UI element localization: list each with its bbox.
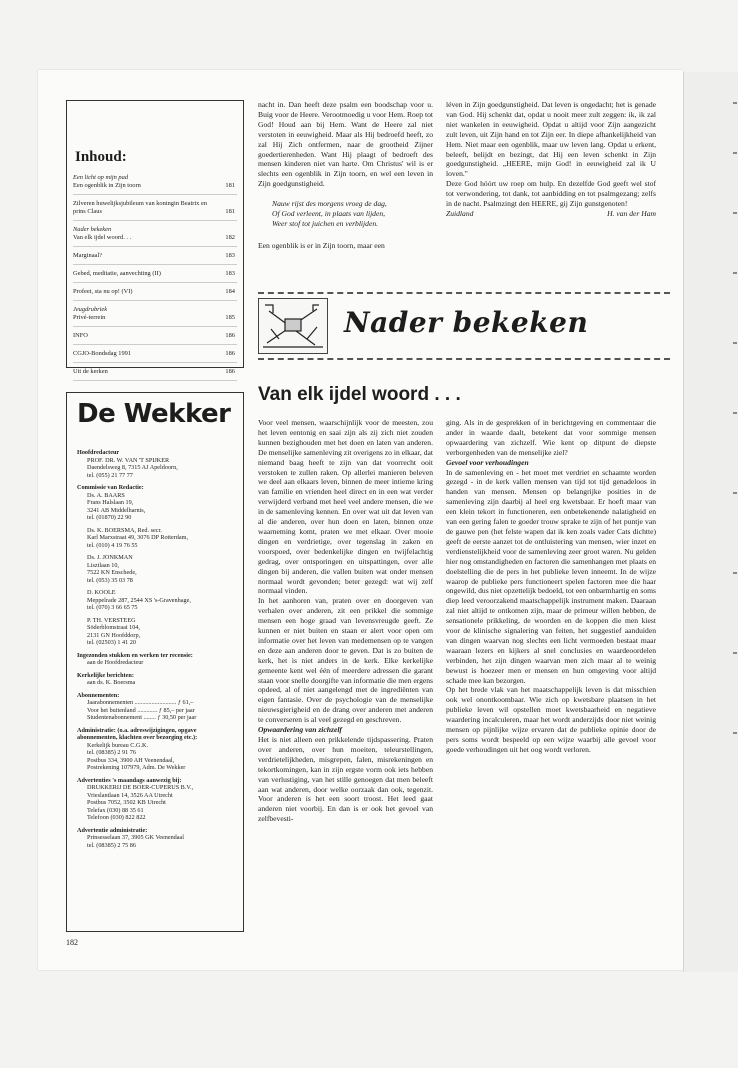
masthead-section xyxy=(77,672,233,687)
masthead-line: Jaarabonnementen ........................... ƒ 61,– xyxy=(87,699,194,706)
masthead-line: Frans Halslaan 19, xyxy=(87,499,134,506)
meditation-column-2 xyxy=(446,100,656,219)
masthead-section xyxy=(77,652,233,667)
masthead-line: tel. (070) 3 66 65 75 xyxy=(87,604,138,611)
masthead-line: P. TH. VERSTEEG xyxy=(87,616,136,624)
toc-page-number: 183 xyxy=(225,252,235,259)
toc-item-title: Profeet, sta nu op! (VI) xyxy=(73,288,133,295)
masthead-section xyxy=(77,692,233,722)
masthead-line: Lisztlaan 10, xyxy=(87,561,119,569)
signature-place: Zuidland xyxy=(446,208,474,218)
meditation-text: Deze God hóórt uw roep om hulp. En dezelfde God geeft wel stof tot verwondering, tot dank, tot aanbidding en tot psalmgezang; zelfs in de nacht. Psalmzingt den HEERE, gij Zijn gunstgenoten! xyxy=(446,179,656,209)
masthead-line: Daendelsweg 8, 7315 AJ Apeldoorn, xyxy=(87,464,178,471)
article-headline: Van elk ijdel woord . . . xyxy=(258,384,461,405)
toc-item-title: Uit de kerken xyxy=(73,368,108,375)
toc-item xyxy=(73,270,237,283)
toc-page-number: 186 xyxy=(225,368,235,375)
toc-page-number: 186 xyxy=(225,332,235,339)
signature xyxy=(446,209,656,219)
masthead-line: Karl Marxstraat 49, 3076 DP Rotterdam, xyxy=(87,534,188,541)
toc-kicker: Jeugdrubriek xyxy=(73,306,108,313)
toc-page-number: 185 xyxy=(225,314,235,321)
masthead-line: 3241 AB Middelharnis, xyxy=(87,506,146,514)
article-paragraph: Het is niet alleen een prikkelende tijdspassering. Praten over anderen, over hun moeiten, teleurstellingen, verdrietelijkheden, misgrepen, falen, misrekeningen en tekortkomingen, kan in zijn ergste vorm ook iets hebben van verlustiging, van het stille genoegen dat men beleeft aan wat anderen, door welke oorzaak dan ook, tegenzit. Voor anderen is het een soort troost. Het leed gaat anderen niet voorbij. En dan is er ook het gevoel van zelfbevesti- xyxy=(258,735,433,824)
masthead-line: tel. (08385) 2 91 76 xyxy=(87,749,136,756)
toc-item xyxy=(73,306,237,327)
toc-kicker: Nader bekeken xyxy=(73,226,112,233)
masthead-line: Studentenabonnement ........ ƒ 30,50 per jaar xyxy=(87,714,197,721)
masthead-section xyxy=(77,589,233,612)
toc-page-number: 186 xyxy=(225,350,235,357)
masthead-line: Telefax (030) 88 35 61 xyxy=(87,806,144,814)
masthead-label: Advertenties 's maandags aanwezig bij: xyxy=(77,776,182,784)
toc-page-number: 182 xyxy=(225,234,235,241)
section-banner-title: Nader bekeken xyxy=(344,306,589,339)
masthead-line: Postrekening 107979, Adm. De Wekker xyxy=(87,764,186,771)
meditation-column-1 xyxy=(258,100,433,251)
masthead-label: Administratie: (o.a. adreswijzigingen, opgave abonnementen, klachten over bezorging etc.): xyxy=(77,726,198,741)
masthead-label: Kerkelijke berichten: xyxy=(77,671,134,679)
masthead-section xyxy=(77,554,233,584)
toc-item-title: Een ogenblik in Zijn toorn xyxy=(73,182,141,189)
article-paragraph: Op het brede vlak van het maatschappelijk leven is dat misschien ook wel onontkoombaar. Wie zich op kwetsbare plaatsen in het publieke leven wil opstellen moet kwetsbaarheid en negatieve waardering incalculeren, maar het wordt anderzijds door niet weinig mensen op pijnlijke wijze ervaren dat de publieke opinie door de pers soms wordt bespeeld op een wijze waarbij alle gevoel voor goede verhoudingen uit het oog wordt verloren. xyxy=(446,685,656,754)
masthead-line: tel. (02503) 1 41 20 xyxy=(87,639,136,646)
toc-item-title: Marginaal? xyxy=(73,252,102,259)
article-subheading: Gevoel voor verhoudingen xyxy=(446,457,529,467)
masthead-line: 2131 GN Hoofddorp, xyxy=(87,631,141,639)
masthead-section xyxy=(77,449,233,479)
poem-line: Of God verleent, in plaats van lijden, xyxy=(272,209,386,219)
masthead-section xyxy=(77,617,233,647)
masthead-line: Ds. A. BAARS xyxy=(87,491,125,499)
masthead-line: tel. (055) 21 77 77 xyxy=(87,471,133,479)
masthead-line: aan ds. K. Boersma xyxy=(87,679,136,686)
meditation-text: nacht in. Dan heeft deze psalm een boodschap voor u. Buig voor de Heere. Verootmoedig u voor Hem. Roep tot God! Houd aan bij Hem. Want de Heere zal niet verstoten in eeuwigheid. Maar als Hij bedroefd heeft, zo zal Hij Zich ontfermen, naar de grootheid Zijner goedertierenheden. Want Hij plaagt of bedroeft des mensen kinderen niet van harte. Om Christus' wil is er slechts een ogenblik in Zijn toorn, en wel een leven in Zijn goedgunstigheid. xyxy=(258,100,433,189)
masthead-line: Ds. K. BOERSMA, Red. secr. xyxy=(87,526,162,534)
toc-page-number: 181 xyxy=(225,208,235,215)
next-page-edge xyxy=(683,72,738,972)
toc-item xyxy=(73,368,237,381)
toc-title: Inhoud: xyxy=(75,149,127,165)
toc-item xyxy=(73,226,237,247)
poem-line: Weer stof tot juichen en verblijden. xyxy=(272,219,379,229)
masthead-line: Vrieslantlaan 14, 3526 AA Utrecht xyxy=(87,791,173,799)
toc-kicker: Een licht op mijn pad xyxy=(73,174,129,181)
masthead-label: Abonnementen: xyxy=(77,691,120,699)
masthead-section xyxy=(77,484,233,522)
article-paragraph: ging. Als in de gesprekken of in berichtgeving en commentaar die ander in waarde daalt, betekent dat voor sommige mensen opwaardering van zichzelf. Wie kent op ditpunt de diepste verborgenheden van de menselijke ziel? xyxy=(446,418,656,457)
poem xyxy=(272,199,433,229)
masthead-section xyxy=(77,827,233,850)
crossed-tools-illustration xyxy=(258,298,328,354)
toc-item xyxy=(73,252,237,265)
article-subheading: Opwaardering van zichzelf xyxy=(258,725,342,735)
toc-item-title: Zilveren huwelijksjubileum van koningin Beatrix en prins Claus xyxy=(73,200,207,215)
masthead-label: Commissie van Redactie: xyxy=(77,484,144,491)
masthead-line: Postbus 7052, 3502 KB Utrecht xyxy=(87,799,166,806)
toc-item-title: CGJO-Bondsdag 1991 xyxy=(73,350,132,357)
masthead-line: Kerkelijk bureau C.G.K. xyxy=(87,741,148,749)
masthead-section xyxy=(77,527,233,550)
masthead-section xyxy=(77,727,233,772)
table-of-contents xyxy=(66,100,244,375)
poem-line: Nauw rijst des morgens vroeg de dag, xyxy=(272,199,387,209)
toc-item-title: Gebed, meditatie, aanvechting (II) xyxy=(73,270,161,277)
masthead-line: Ds. J. JONKMAN xyxy=(87,554,133,561)
masthead-line: Meppelrade 287, 2544 XS 's-Gravenhage, xyxy=(87,596,191,604)
toc-page-number: 183 xyxy=(225,270,235,277)
masthead-line: Prinsesselaan 37, 3905 GK Veenendaal xyxy=(87,834,184,841)
section-banner xyxy=(258,292,670,356)
toc-item xyxy=(73,350,237,363)
masthead-line: tel. (053) 35 03 78 xyxy=(87,576,133,584)
toc-item xyxy=(73,200,237,221)
masthead-title: De Wekker xyxy=(77,399,231,429)
masthead-section xyxy=(77,777,233,822)
meditation-closing: Een ogenblik is er in Zijn toorn, maar een xyxy=(258,241,385,251)
article-column-2 xyxy=(446,418,656,755)
article-column-1 xyxy=(258,418,433,824)
masthead-line: tel. (010) 4 19 76 55 xyxy=(87,541,138,549)
toc-item xyxy=(73,174,237,195)
toc-page-number: 184 xyxy=(225,288,235,295)
page-number: 182 xyxy=(66,938,78,947)
article-paragraph: In het aanhoren van, praten over en doorgeven van verhalen over anderen, zit een prikkel die sommige mensen een hoge graad van levensvreugde geeft. Ze kunnen er niet buiten en staan er alert voor open om informatie over het leven van medemensen op te vangen en deze aan anderen door te geven. Dat is zo buiten de kerk, het is niet anders in de kerk. Elke kerkelijke gemeente kent wel één of meerdere adressen die garant staan voor snelle doorgifte van informatie die men ergens opdeed, al of niet aangelengd met de ingrediënten van eigen fantasie. Over de psychologie van de menselijke nieuwsgierigheid en de drang over anderen met anderen te converseren is al veel gezegd en geschreven. xyxy=(258,596,433,725)
meditation-text: léven in Zijn goedgunstigheid. Dat leven is ongedacht; het is genade van God. Hij schenkt dat, opdat u nooit meer zult zeggen: ik, ik zal niet wankelen in eeuwigheid. Opdat u altijd voor Zijn aangezicht zult leven, uit Zijn hand en tot Zijn eer. In diepe afhankelijkheid van Hem. Niet maar een ogenblik, maar uw leven lang. Opdat u erkent, beleeft, belijdt en bezingt, dat Hij een leven schenkt in Zijn goedgunstigheid. „HEERE, mijn God! in eeuwigheid zal ik U loven." xyxy=(446,100,656,179)
toc-item xyxy=(73,288,237,301)
toc-page-number: 181 xyxy=(225,182,235,189)
masthead-label: Hoofdredacteur xyxy=(77,449,120,456)
signature-name: H. van der Ham xyxy=(607,208,656,218)
toc-item-title: Privé-terrein xyxy=(73,314,106,321)
masthead-line: tel. (01870) 22 90 xyxy=(87,514,132,521)
masthead-line: 7522 KN Enschede, xyxy=(87,569,137,576)
article-paragraph: In de samenleving en - het moet met verdriet en schaamte worden gezegd - in de kerk vallen mensen van tijd tot tijd genadeloos in handen van mensen. Mensen op belangrijke posities in de samenleving zijn daarbij al heel erg kwetsbaar. Er hoeft maar van een klein tekort in functioneren, een onbetekenende nalatigheid en van een gering falen te goeder trouw sprake te zijn of het puntje van de gauwe pen (het felste wapen dat ik ken zoals vader Cats dichtte) geeft de eerste aanzet tot de ontluistering van mensen, wier inzet en verdienstelijkheid voor de samenleving zeer groot waren. Nu gelden hier nog omstandigheden en factoren die samenhangen met plaats en doelstelling die de pers in het publieke leven inneemt. In de wijze waarop de publieke pers functioneert spelen factoren mee die haar ongewild, dus niet opzettelijk bedoeld, tot een onbarmhartig en soms diep leed veroorzakend maatschappelijk instrument maken. Daaraan zal niet altijd te ontkomen zijn, maar de primeur willen hebben, de sensationele prikkeling, de woorden en de koppen die men kiest voor de klinische signalering van feiten, het suggestief aanduiden van dingen waarvan nog slechts een licht vermoeden bestaat maar waaraan lezers en kijkers al snel conclusies en waardeoordelen verbinden, het zijn dingen waarvan men zich maar al te weinig bewust is hoezeer men er mensen en hun omgeving voor altijd schade mee kan bezorgen. xyxy=(446,467,656,685)
masthead-line: tel. (08385) 2 75 86 xyxy=(87,841,136,849)
masthead-label: Advertentie administratie: xyxy=(77,826,148,834)
masthead-label: Ingezonden stukken en werken ter recensie: xyxy=(77,651,193,659)
masthead-line: Postbus 334, 3900 AH Veenendaal, xyxy=(87,756,175,764)
masthead-line: Voor het buitenland ............. ƒ 85,– per jaar xyxy=(87,706,195,714)
masthead-box xyxy=(66,392,244,932)
toc-item-title: INFO xyxy=(73,332,88,339)
masthead-line: D. KOOLE xyxy=(87,589,116,596)
masthead-line: PROF. DR. W. VAN 'T SPIJKER xyxy=(87,456,170,464)
masthead-line: Söderblomstraat 104, xyxy=(87,624,140,631)
masthead-line: aan de Hoofdredacteur xyxy=(87,659,144,666)
masthead-line: DRUKKERIJ DE BOER-CUPERUS B.V., xyxy=(87,784,194,791)
article-paragraph: Voor veel mensen, waarschijnlijk voor de meesten, zou het leven eentonig en saai zijn als zij zich niet zouden kunnen bezighouden met het doen en laten van anderen. De menselijke samenleving zit overigens zo in elkaar, dat niemand baag heeft te zijn van dat voorrecht ooit verstoken te zullen raken. Op allerlei manieren beleven we deel aan elkaars leven, binnen de meer intieme kring van familie en vrienden heel direct en in een wat verder verwijderd verband met heel veel andere mensen, die we in de samenleving kennen. En over wat uit dat leven van al die anderen, over hun doen en laten, binnen onze waarneming komt, praten we met elkaar. Over mooie dingen en verdrietige, over tegenslag in zaken en voorspoed, over bedenkelijke dingen en twijfelachtig gedrag, over ontsporingen en uitspattingen, over alle dingen bij anderen, die vallen buiten wat onder mensen normaal wordt gevonden; beter gezegd: wat wij zelf normaal vinden. xyxy=(258,418,433,596)
toc-item-title: Van elk ijdel woord. . . xyxy=(73,234,132,241)
toc-item xyxy=(73,332,237,345)
masthead-line: Telefoon (030) 822 822 xyxy=(87,814,146,821)
